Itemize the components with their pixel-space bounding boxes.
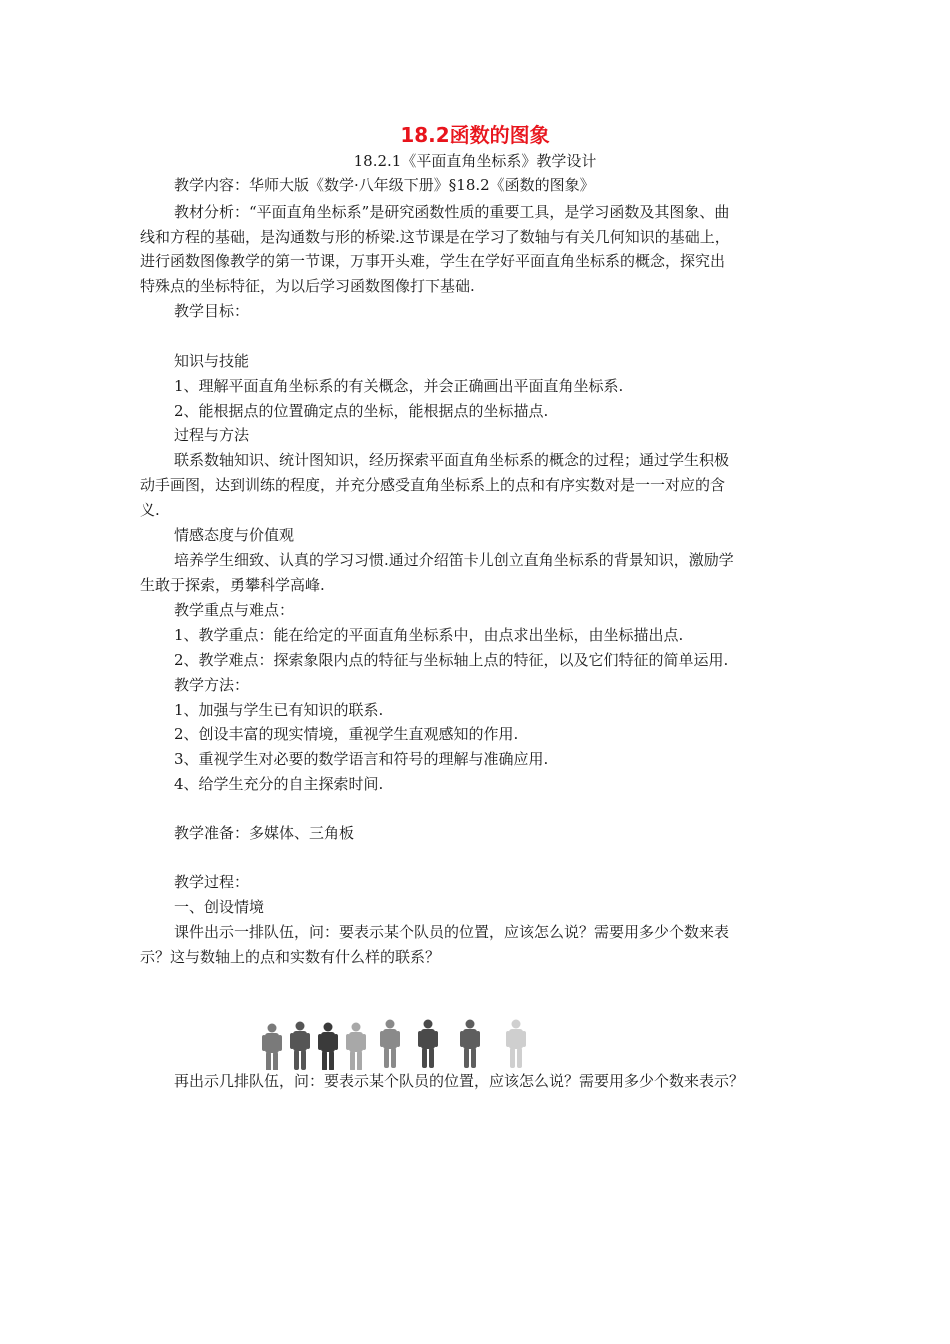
paragraph-line: 教学内容：华师大版《数学·八年级下册》§18.2《函数的图象》 bbox=[174, 176, 595, 194]
paragraph-line: 线和方程的基础，是沟通数与形的桥梁.这节课是在学习了数轴与有关几何知识的基础上， bbox=[140, 228, 730, 246]
row-of-people-image bbox=[258, 1018, 548, 1070]
paragraph-line: 示？这与数轴上的点和实数有什么样的联系？ bbox=[140, 948, 441, 966]
paragraph-line: 动手画图，达到训练的程度，并充分感受直角坐标系上的点和有序实数对是一一对应的含 bbox=[140, 476, 726, 494]
person-figure bbox=[380, 1020, 400, 1069]
list-item: 2、创设丰富的现实情境，重视学生直观感知的作用. bbox=[174, 725, 519, 743]
person-figure bbox=[262, 1024, 282, 1071]
list-item: 2、能根据点的位置确定点的坐标，能根据点的坐标描点. bbox=[174, 402, 549, 420]
paragraph-line: 联系数轴知识、统计图知识，经历探索平面直角坐标系的概念的过程；通过学生积极 bbox=[174, 451, 730, 469]
list-item: 1、加强与学生已有知识的联系. bbox=[174, 701, 384, 719]
person-figure bbox=[346, 1023, 366, 1071]
paragraph-line: 教学准备：多媒体、三角板 bbox=[174, 824, 355, 842]
paragraph-line: 进行函数图像教学的第一节课，万事开头难，学生在学好平面直角坐标系的概念，探究出 bbox=[140, 252, 726, 270]
section-heading: 情感态度与价值观 bbox=[174, 526, 295, 544]
page-subtitle: 18.2.1《平面直角坐标系》教学设计 bbox=[353, 152, 597, 170]
page-title: 18.2函数的图象 bbox=[400, 123, 550, 147]
paragraph-line: 再出示几排队伍，问：要表示某个队员的位置，应该怎么说？需要用多少个数来表示？ bbox=[174, 1072, 745, 1090]
section-heading: 过程与方法 bbox=[174, 426, 250, 444]
paragraph-line: 义. bbox=[140, 501, 160, 519]
section-heading: 教学方法： bbox=[174, 676, 250, 694]
section-heading: 知识与技能 bbox=[174, 352, 250, 370]
list-item: 1、理解平面直角坐标系的有关概念，并会正确画出平面直角坐标系. bbox=[174, 377, 624, 395]
section-heading: 一、创设情境 bbox=[174, 898, 265, 916]
paragraph-line: 培养学生细致、认真的学习习惯.通过介绍笛卡儿创立直角坐标系的背景知识，激励学 bbox=[174, 551, 734, 569]
person-figure bbox=[418, 1020, 438, 1069]
section-heading: 教学过程： bbox=[174, 873, 250, 891]
list-item: 4、给学生充分的自主探索时间. bbox=[174, 775, 384, 793]
paragraph-line: 生敢于探索，勇攀科学高峰. bbox=[140, 576, 325, 594]
section-heading: 教学重点与难点： bbox=[174, 601, 295, 619]
paragraph-line: 课件出示一排队伍，问：要表示某个队员的位置，应该怎么说？需要用多少个数来表 bbox=[174, 923, 730, 941]
person-figure bbox=[460, 1020, 480, 1069]
person-figure bbox=[506, 1020, 526, 1069]
paragraph-line: 教材分析：“平面直角坐标系”是研究函数性质的重要工具，是学习函数及其图象、曲 bbox=[174, 203, 730, 221]
paragraph-line: 特殊点的坐标特征，为以后学习函数图像打下基础. bbox=[140, 277, 475, 295]
list-item: 3、重视学生对必要的数学语言和符号的理解与准确应用. bbox=[174, 750, 549, 768]
section-heading: 教学目标： bbox=[174, 302, 250, 320]
list-item: 1、教学重点：能在给定的平面直角坐标系中，由点求出坐标，由坐标描出点. bbox=[174, 626, 684, 644]
person-figure bbox=[290, 1022, 310, 1071]
person-figure bbox=[318, 1023, 338, 1071]
list-item: 2、教学难点：探索象限内点的特征与坐标轴上点的特征，以及它们特征的简单运用. bbox=[174, 651, 729, 669]
